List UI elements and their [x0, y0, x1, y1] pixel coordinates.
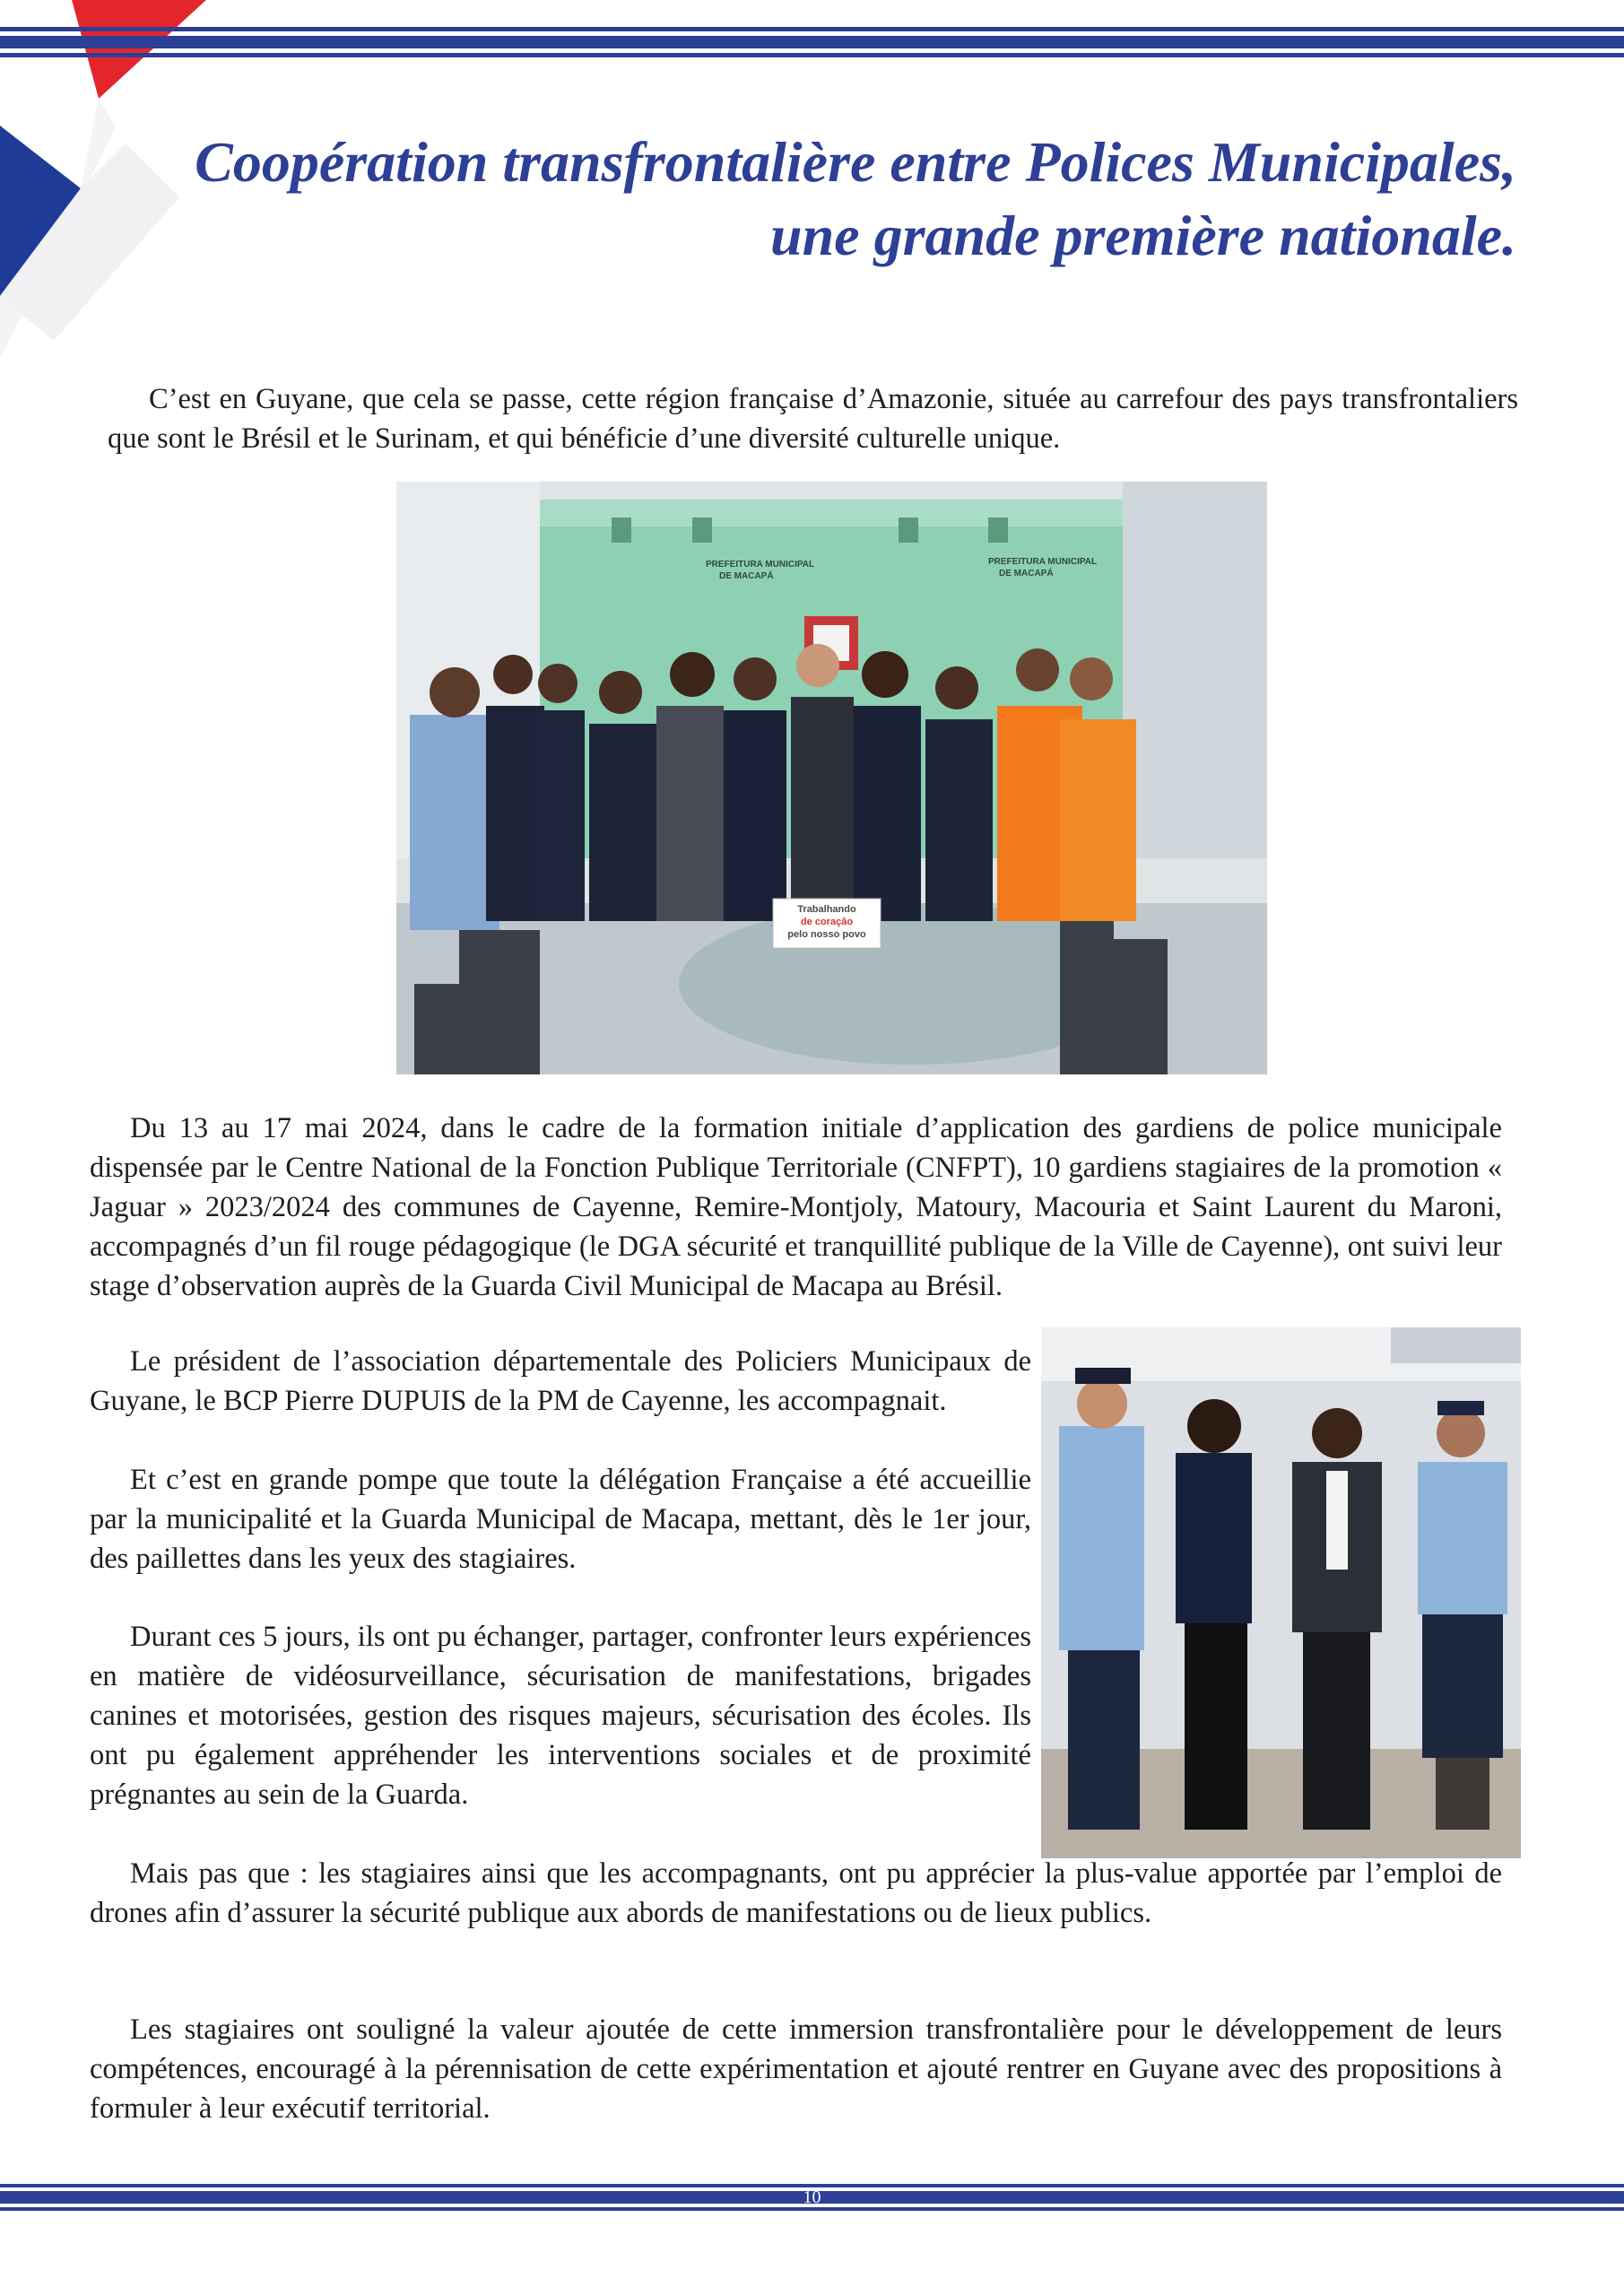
paragraph-welcome: Et c’est en grande pompe que toute la délégation Française a été accueillie par la municipalité et la Guarda Municipal de Macapa, mettant, dès le 1er jour, des paillettes dans les yeux des stagiaires.: [90, 1464, 1031, 1575]
paragraph-exchanges: Durant ces 5 jours, ils ont pu échanger, partager, confronter leurs expériences en matière de vidéosurveillance, sécurisation de manifestations, brigades canines et motorisées, gestion des risques majeurs, sécurisation des écoles. Ils ont pu également appréhender les interventions sociales et de proximité prégnantes au sein de la Guarda.: [90, 1621, 1031, 1811]
title-line-2: une grande première nationale.: [769, 204, 1516, 267]
paragraph-conclusion: Les stagiaires ont souligné la valeur ajoutée de cette immersion transfrontalière pour le développement de leurs compétences, encouragé à la pérennisation de cette expérimentation et ajouté rentrer en Guyane avec des propositions à formuler à leur exécutif territorial.: [90, 2013, 1502, 2125]
delegation-photo: [1041, 1327, 1521, 1858]
table-sign-line2: de coração: [800, 917, 854, 927]
wall-sign-left-line2: DE MACAPÁ: [719, 571, 774, 581]
paragraph-president: Le président de l’association départementale des Policiers Municipaux de Guyane, le BCP Pierre DUPUIS de la PM de Cayenne, les accompagnait.: [90, 1345, 1031, 1417]
table-sign-line3: pelo nosso povo: [787, 929, 866, 940]
header-band: [0, 27, 1624, 57]
wall-sign-right-line2: DE MACAPÁ: [999, 569, 1054, 578]
article-title: [117, 126, 1516, 273]
group-photo: [396, 482, 1267, 1074]
title-line-1: Coopération transfrontalière entre Polices Municipales,: [195, 130, 1516, 194]
table-sign-line1: Trabalhando: [797, 904, 856, 915]
wall-sign-right-line1: PREFEITURA MUNICIPAL: [988, 557, 1098, 567]
page-number: 10: [803, 2187, 821, 2207]
wall-sign-left-line1: PREFEITURA MUNICIPAL: [706, 560, 815, 570]
paragraph-drones: Mais pas que : les stagiaires ainsi que les accompagnants, ont pu apprécier la plus-value apportée par l’emploi de drones afin d’assurer la sécurité publique aux abords de manifestations ou de lieux publics.: [90, 1857, 1502, 1929]
intro-paragraph: C’est en Guyane, que cela se passe, cette région française d’Amazonie, située au carrefour des pays transfrontaliers que sont le Brésil et le Surinam, et qui bénéficie d’une diversité culturelle unique.: [108, 383, 1518, 455]
paragraph-dates: Du 13 au 17 mai 2024, dans le cadre de la formation initiale d’application des gardiens de police municipale dispensée par le Centre National de la Fonction Publique Territoriale (CNFPT), 10 gardiens stagiaires de la promotion « Jaguar » 2023/2024 des communes de Cayenne, Remire-Montjoly, Matoury, Macouria et Saint Laurent du Maroni, accompagnés d’un fil rouge pédagogique (le DGA sécurité et tranquillité publique de la Ville de Cayenne), ont suivi leur stage d’observation auprès de la Guarda Civil Municipal de Macapa au Brésil.: [90, 1112, 1502, 1302]
